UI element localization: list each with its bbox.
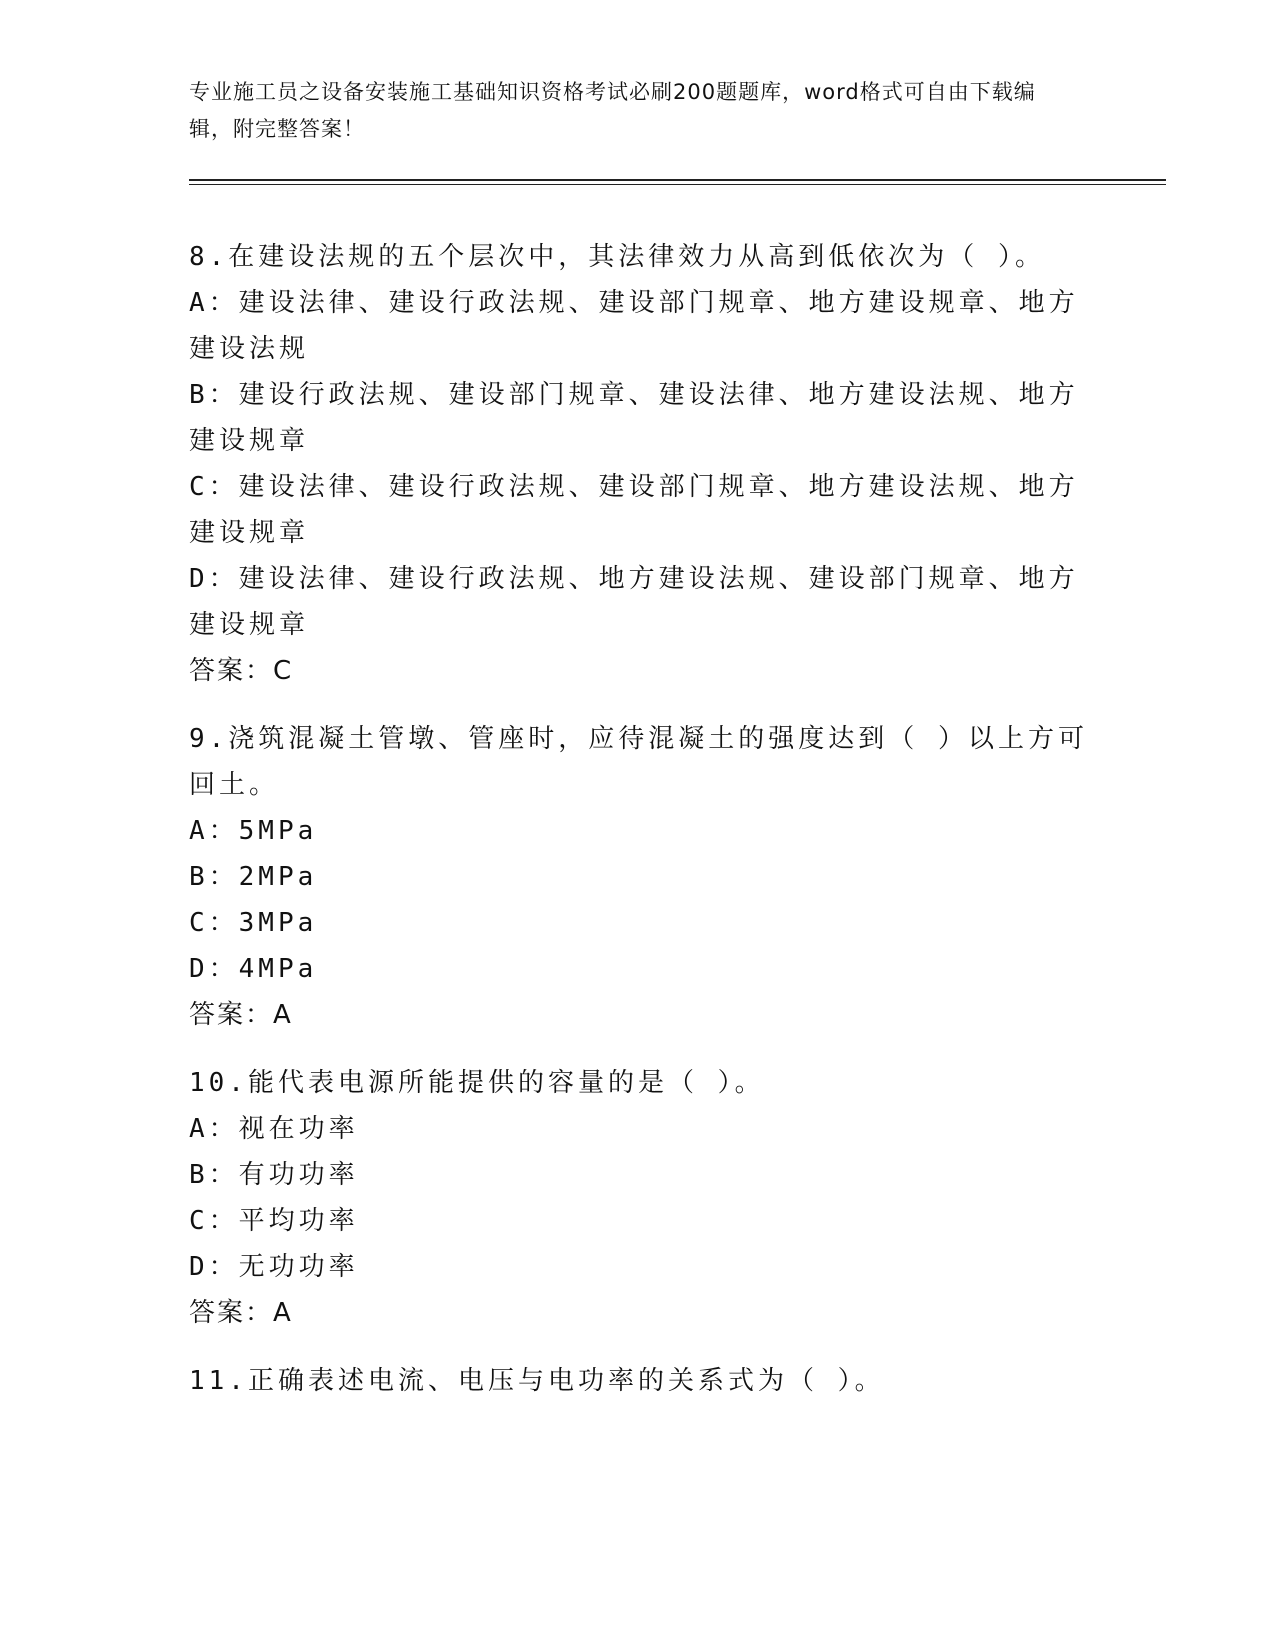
option-c: C：建设法律、建设行政法规、建设部门规章、地方建设法规、地方建设规章 bbox=[189, 472, 1079, 548]
question-stem: 10.能代表电源所能提供的容量的是（ ）。 bbox=[189, 1068, 765, 1098]
option-a: A：5MPa bbox=[189, 816, 318, 846]
question-11 bbox=[189, 1358, 1089, 1404]
option-d: D：建设法律、建设行政法规、地方建设法规、建设部门规章、地方建设规章 bbox=[189, 564, 1079, 640]
answer: 答案：A bbox=[189, 1000, 293, 1030]
option-d: D：4MPa bbox=[189, 954, 318, 984]
option-d: D：无功功率 bbox=[189, 1252, 359, 1282]
option-b: B：有功功率 bbox=[189, 1160, 359, 1190]
option-b: B：建设行政法规、建设部门规章、建设法律、地方建设法规、地方建设规章 bbox=[189, 380, 1079, 456]
question-stem: 11.正确表述电流、电压与电功率的关系式为（ ）。 bbox=[189, 1366, 885, 1396]
option-a: A：视在功率 bbox=[189, 1114, 359, 1144]
header-rule-thin bbox=[189, 184, 1166, 185]
question-8 bbox=[189, 234, 1089, 694]
question-stem: 8.在建设法规的五个层次中，其法律效力从高到低依次为（ ）。 bbox=[189, 242, 1045, 272]
option-a: A：建设法律、建设行政法规、建设部门规章、地方建设规章、地方建设法规 bbox=[189, 288, 1079, 364]
option-c: C：3MPa bbox=[189, 908, 318, 938]
option-c: C：平均功率 bbox=[189, 1206, 359, 1236]
question-list bbox=[189, 234, 1089, 1426]
answer: 答案：C bbox=[189, 656, 294, 686]
question-stem: 9.浇筑混凝土管墩、管座时，应待混凝土的强度达到（ ）以上方可回土。 bbox=[189, 724, 1088, 800]
answer: 答案：A bbox=[189, 1298, 293, 1328]
question-9 bbox=[189, 716, 1089, 1038]
option-b: B：2MPa bbox=[189, 862, 318, 892]
header-rule-thick bbox=[189, 179, 1166, 181]
question-10 bbox=[189, 1060, 1089, 1336]
document-header: 专业施工员之设备安装施工基础知识资格考试必刷200题题库，word格式可自由下载编辑，附完整答案！ bbox=[189, 80, 1036, 141]
